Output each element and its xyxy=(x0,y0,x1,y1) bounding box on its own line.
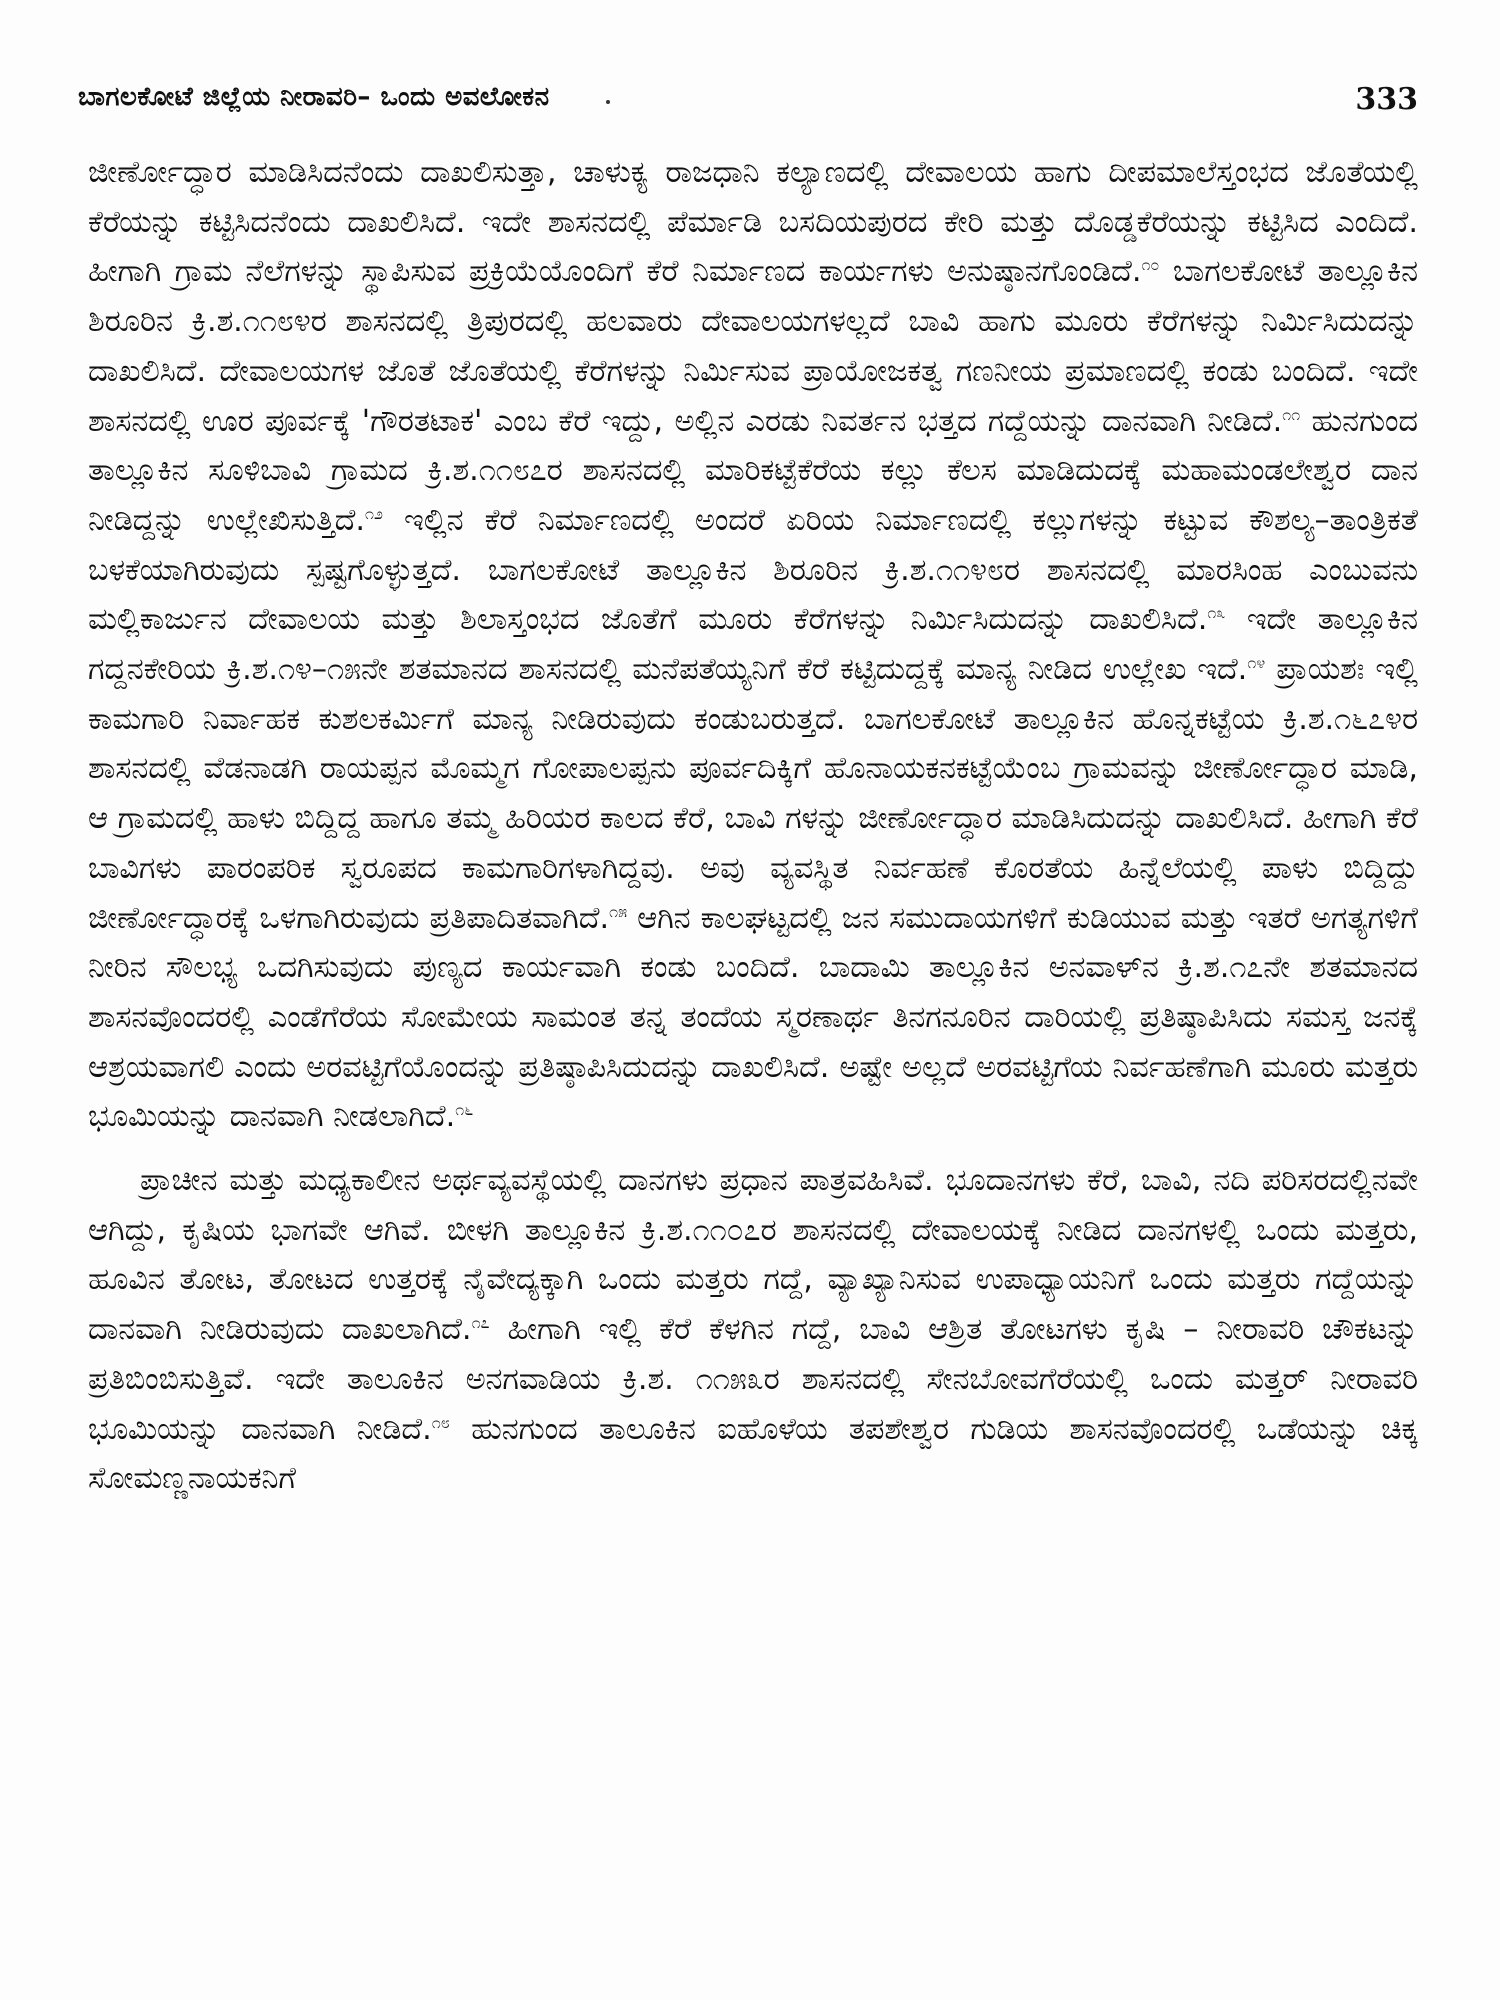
footnote-mark: ೧೮ xyxy=(431,1412,450,1432)
footnote-mark: ೧೨ xyxy=(365,503,383,523)
text-run: ಇದೇ ತಾಲ್ಲೂಕಿನ ಗದ್ದನಕೇರಿಯ ಕ್ರಿ.ಶ.೧೪–೧೫ನೇ ಶತಮಾನದ ಶಾಸನದಲ್ಲಿ ಮನೆಪತೆಯ್ಯನಿಗೆ ಕೆರೆ ಕಟ್ಟಿದುದ್ದಕ್ಕೆ ಮಾನ್ಯ ನೀಡಿದ ಉಲ್ಲೇಖ ಇದೆ. xyxy=(88,602,1418,688)
scan-speck xyxy=(606,100,610,104)
text-run: ಬಾಗಲಕೋಟೆ ತಾಲ್ಲೂಕಿನ ಶಿರೂರಿನ ಕ್ರಿ.ಶ.೧೧೮೪ರ ಶಾಸನದಲ್ಲಿ ತ್ರಿಪುರದಲ್ಲಿ ಹಲವಾರು ದೇವಾಲಯಗಳಲ್ಲದೆ ಬಾವಿ ಹಾಗು ಮೂರು ಕೆರೆಗಳನ್ನು ನಿರ್ಮಿಸಿದುದನ್ನು ದಾಖಲಿಸಿದೆ. ದೇವಾಲಯಗಳ ಜೊತೆ ಜೊತೆಯಲ್ಲಿ ಕೆರೆಗಳನ್ನು ನಿರ್ಮಿಸುವ ಪ್ರಾಯೋಜಕತ್ವ ಗಣನೀಯ ಪ್ರಮಾಣದಲ್ಲಿ ಕಂಡು ಬಂದಿದೆ. ಇದೇ ಶಾಸನದಲ್ಲಿ ಊರ ಪೂರ್ವಕ್ಕೆ 'ಗೌರತಟಾಕ' ಎಂಬ ಕೆರೆ ಇದ್ದು, ಅಲ್ಲಿನ ಎರಡು ನಿವರ್ತನ ಭತ್ತದ ಗದ್ದೆಯನ್ನು ದಾನವಾಗಿ ನೀಡಿದೆ. xyxy=(88,254,1418,439)
footnote-mark: ೧೩ xyxy=(1207,603,1226,623)
paragraph-1 xyxy=(88,148,1418,1142)
footnote-mark: ೧೭ xyxy=(471,1313,490,1333)
running-title: ಬಾಗಲಕೋಟೆ ಜಿಲ್ಲೆಯ ನೀರಾವರಿ– ಒಂದು ಅವಲೋಕನ xyxy=(78,82,550,112)
text-run: ಜೀರ್ಣೋದ್ಧಾರ ಮಾಡಿಸಿದನೆಂದು ದಾಖಲಿಸುತ್ತಾ, ಚಾಳುಕ್ಯ ರಾಜಧಾನಿ ಕಲ್ಯಾಣದಲ್ಲಿ ದೇವಾಲಯ ಹಾಗು ದೀಪಮಾಲೆಸ್ತಂಭದ ಜೊತೆಯಲ್ಲಿ ಕೆರೆಯನ್ನು ಕಟ್ಟಿಸಿದನೆಂದು ದಾಖಲಿಸಿದೆ. ಇದೇ ಶಾಸನದಲ್ಲಿ ಪೆರ್ಮಾಡಿ ಬಸದಿಯಪುರದ ಕೇರಿ ಮತ್ತು ದೊಡ್ಡಕೆರೆಯನ್ನು ಕಟ್ಟಿಸಿದ ಎಂದಿದೆ. ಹೀಗಾಗಿ ಗ್ರಾಮ ನೆಲೆಗಳನ್ನು ಸ್ಥಾಪಿಸುವ ಪ್ರಕ್ರಿಯೆಯೊಂದಿಗೆ ಕೆರೆ ನಿರ್ಮಾಣದ ಕಾರ್ಯಗಳು ಅನುಷ್ಠಾನಗೊಂಡಿದೆ. xyxy=(88,155,1418,290)
footnote-mark: ೧೪ xyxy=(1247,652,1266,672)
footnote-mark: ೧೧ xyxy=(1282,404,1301,424)
text-run: ಹುನಗುಂದ ತಾಲ್ಲೂಕಿನ ಸೂಳಿಬಾವಿ ಗ್ರಾಮದ ಕ್ರಿ.ಶ.೧೧೮೭ರ ಶಾಸನದಲ್ಲಿ ಮಾರಿಕಟ್ಟೆಕೆರೆಯ ಕಲ್ಲು ಕೆಲಸ ಮಾಡಿದುದಕ್ಕೆ ಮಹಾಮಂಡಲೇಶ್ವರ ದಾನ ನೀಡಿದ್ದನ್ನು ಉಲ್ಲೇಖಿಸುತ್ತಿದೆ. xyxy=(88,403,1418,538)
footnote-mark: ೧೬ xyxy=(455,1100,474,1120)
page-header xyxy=(78,82,1418,126)
text-run: ಹೀಗಾಗಿ ಇಲ್ಲಿ ಕೆರೆ ಕೆಳಗಿನ ಗದ್ದೆ, ಬಾವಿ ಆಶ್ರಿತ ತೋಟಗಳು ಕೃಷಿ – ನೀರಾವರಿ ಚೌಕಟನ್ನು ಪ್ರತಿಬಿಂಬಿಸುತ್ತಿವೆ. ಇದೇ ತಾಲೂಕಿನ ಅನಗವಾಡಿಯ ಕ್ರಿ.ಶ. ೧೧೫೩ರ ಶಾಸನದಲ್ಲಿ ಸೇನಬೋವಗೆರೆಯಲ್ಲಿ ಒಂದು ಮತ್ತರ್ ನೀರಾವರಿ ಭೂಮಿಯನ್ನು ದಾನವಾಗಿ ನೀಡಿದೆ. xyxy=(88,1312,1419,1447)
footnote-mark: ೧೫ xyxy=(609,901,628,921)
text-run: ಆಗಿನ ಕಾಲಘಟ್ಟದಲ್ಲಿ ಜನ ಸಮುದಾಯಗಳಿಗೆ ಕುಡಿಯುವ ಮತ್ತು ಇತರೆ ಅಗತ್ಯಗಳಿಗೆ ನೀರಿನ ಸೌಲಭ್ಯ ಒದಗಿಸುವುದು ಪುಣ್ಯದ ಕಾರ್ಯವಾಗಿ ಕಂಡು ಬಂದಿದೆ. ಬಾದಾಮಿ ತಾಲ್ಲೂಕಿನ ಅನವಾಳ್‌ನ ಕ್ರಿ.ಶ.೧೭ನೇ ಶತಮಾನದ ಶಾಸನವೊಂದರಲ್ಲಿ ಎಂಡೆಗೆರೆಯ ಸೋಮೇಯ ಸಾಮಂತ ತನ್ನ ತಂದೆಯ ಸ್ಮರಣಾರ್ಥ ತಿನಗನೂರಿನ ದಾರಿಯಲ್ಲಿ ಪ್ರತಿಷ್ಠಾಪಿಸಿದು ಸಮಸ್ತ ಜನಕ್ಕೆ ಆಶ್ರಯವಾಗಲಿ ಎಂದು ಅರವಟ್ಟಿಗೆಯೊಂದನ್ನು ಪ್ರತಿಷ್ಠಾಪಿಸಿದುದನ್ನು ದಾಖಲಿಸಿದೆ. ಅಷ್ಟೇ ಅಲ್ಲದೆ ಅರವಟ್ಟಿಗೆಯ ನಿರ್ವಹಣೆಗಾಗಿ ಮೂರು ಮತ್ತರು ಭೂಮಿಯನ್ನು ದಾನವಾಗಿ ನೀಡಲಾಗಿದೆ. xyxy=(88,900,1418,1135)
text-run: ಪ್ರಾಯಶಃ ಇಲ್ಲಿ ಕಾಮಗಾರಿ ನಿರ್ವಾಹಕ ಕುಶಲಕರ್ಮಿಗೆ ಮಾನ್ಯ ನೀಡಿರುವುದು ಕಂಡುಬರುತ್ತದೆ. ಬಾಗಲಕೋಟೆ ತಾಲ್ಲೂಕಿನ ಹೊನ್ನಕಟ್ಟೆಯ ಕ್ರಿ.ಶ.೧೬೭೪ರ ಶಾಸನದಲ್ಲಿ ವೆಡನಾಡಗಿ ರಾಯಪ್ಪನ ಮೊಮ್ಮಗ ಗೋಪಾಲಪ್ಪನು ಪೂರ್ವದಿಕ್ಕಿಗೆ ಹೊನಾಯಕನಕಟ್ಟೆಯೆಂಬ ಗ್ರಾಮವನ್ನು ಜೀರ್ಣೋದ್ಧಾರ ಮಾಡಿ, ಆ ಗ್ರಾಮದಲ್ಲಿ ಹಾಳು ಬಿದ್ದಿದ್ದ ಹಾಗೂ ತಮ್ಮ ಹಿರಿಯರ ಕಾಲದ ಕೆರೆ, ಬಾವಿ ಗಳನ್ನು ಜೀರ್ಣೋದ್ಧಾರ ಮಾಡಿಸಿದುದನ್ನು ದಾಖಲಿಸಿದೆ. ಹೀಗಾಗಿ ಕೆರೆ ಬಾವಿಗಳು ಪಾರಂಪರಿಕ ಸ್ವರೂಪದ ಕಾಮಗಾರಿಗಳಾಗಿದ್ದವು. ಅವು ವ್ಯವಸ್ಥಿತ ನಿರ್ವಹಣೆ ಕೊರತೆಯ ಹಿನ್ನೆಲೆಯಲ್ಲಿ ಪಾಳು ಬಿದ್ದಿದ್ದು ಜೀರ್ಣೋದ್ಧಾರಕ್ಕೆ ಒಳಗಾಗಿರುವುದು ಪ್ರತಿಪಾದಿತವಾಗಿದೆ. xyxy=(88,652,1418,936)
text-run: ಪ್ರಾಚೀನ ಮತ್ತು ಮಧ್ಯಕಾಲೀನ ಅರ್ಥವ್ಯವಸ್ಥೆಯಲ್ಲಿ ದಾನಗಳು ಪ್ರಧಾನ ಪಾತ್ರವಹಿಸಿವೆ. ಭೂದಾನಗಳು ಕೆರೆ, ಬಾವಿ, ನದಿ ಪರಿಸರದಲ್ಲಿನವೇ ಆಗಿದ್ದು, ಕೃಷಿಯ ಭಾಗವೇ ಆಗಿವೆ. ಬೀಳಗಿ ತಾಲ್ಲೂಕಿನ ಕ್ರಿ.ಶ.೧೧೦೭ರ ಶಾಸನದಲ್ಲಿ ದೇವಾಲಯಕ್ಕೆ ನೀಡಿದ ದಾನಗಳಲ್ಲಿ ಒಂದು ಮತ್ತರು, ಹೂವಿನ ತೋಟ, ತೋಟದ ಉತ್ತರಕ್ಕೆ ನೈವೇದ್ಯಕ್ಕಾಗಿ ಒಂದು ಮತ್ತರು ಗದ್ದೆ, ವ್ಯಾಖ್ಯಾನಿಸುವ ಉಪಾಧ್ಯಾಯನಿಗೆ ಒಂದು ಮತ್ತರು ಗದ್ದೆಯನ್ನು ದಾನವಾಗಿ ನೀಡಿರುವುದು ದಾಖಲಾಗಿದೆ. xyxy=(88,1163,1418,1348)
footnote-mark: ೧೦ xyxy=(1141,255,1160,275)
paragraph-2 xyxy=(88,1156,1418,1504)
text-run: ಹುನಗುಂದ ತಾಲೂಕಿನ ಐಹೊಳೆಯ ತಪಶೇಶ್ವರ ಗುಡಿಯ ಶಾಸನವೊಂದರಲ್ಲಿ ಒಡೆಯನ್ನು ಚಿಕ್ಕ ಸೋಮಣ್ಣನಾಯಕನಿಗೆ xyxy=(88,1411,1418,1497)
page-number: 333 xyxy=(1355,82,1418,117)
text-run: ಇಲ್ಲಿನ ಕೆರೆ ನಿರ್ಮಾಣದಲ್ಲಿ ಅಂದರೆ ಏರಿಯ ನಿರ್ಮಾಣದಲ್ಲಿ ಕಲ್ಲುಗಳನ್ನು ಕಟ್ಟುವ ಕೌಶಲ್ಯ–ತಾಂತ್ರಿಕತೆ ಬಳಕೆಯಾಗಿರುವುದು ಸ್ಪಷ್ಟಗೊಳ್ಳುತ್ತದೆ. ಬಾಗಲಕೋಟೆ ತಾಲ್ಲೂಕಿನ ಶಿರೂರಿನ ಕ್ರಿ.ಶ.೧೧೪೮ರ ಶಾಸನದಲ್ಲಿ ಮಾರಸಿಂಹ ಎಂಬುವನು ಮಲ್ಲಿಕಾರ್ಜುನ ದೇವಾಲಯ ಮತ್ತು ಶಿಲಾಸ್ತಂಭದ ಜೊತೆಗೆ ಮೂರು ಕೆರೆಗಳನ್ನು ನಿರ್ಮಿಸಿದುದನ್ನು ದಾಖಲಿಸಿದೆ. xyxy=(88,502,1418,638)
body-text xyxy=(88,148,1418,1504)
